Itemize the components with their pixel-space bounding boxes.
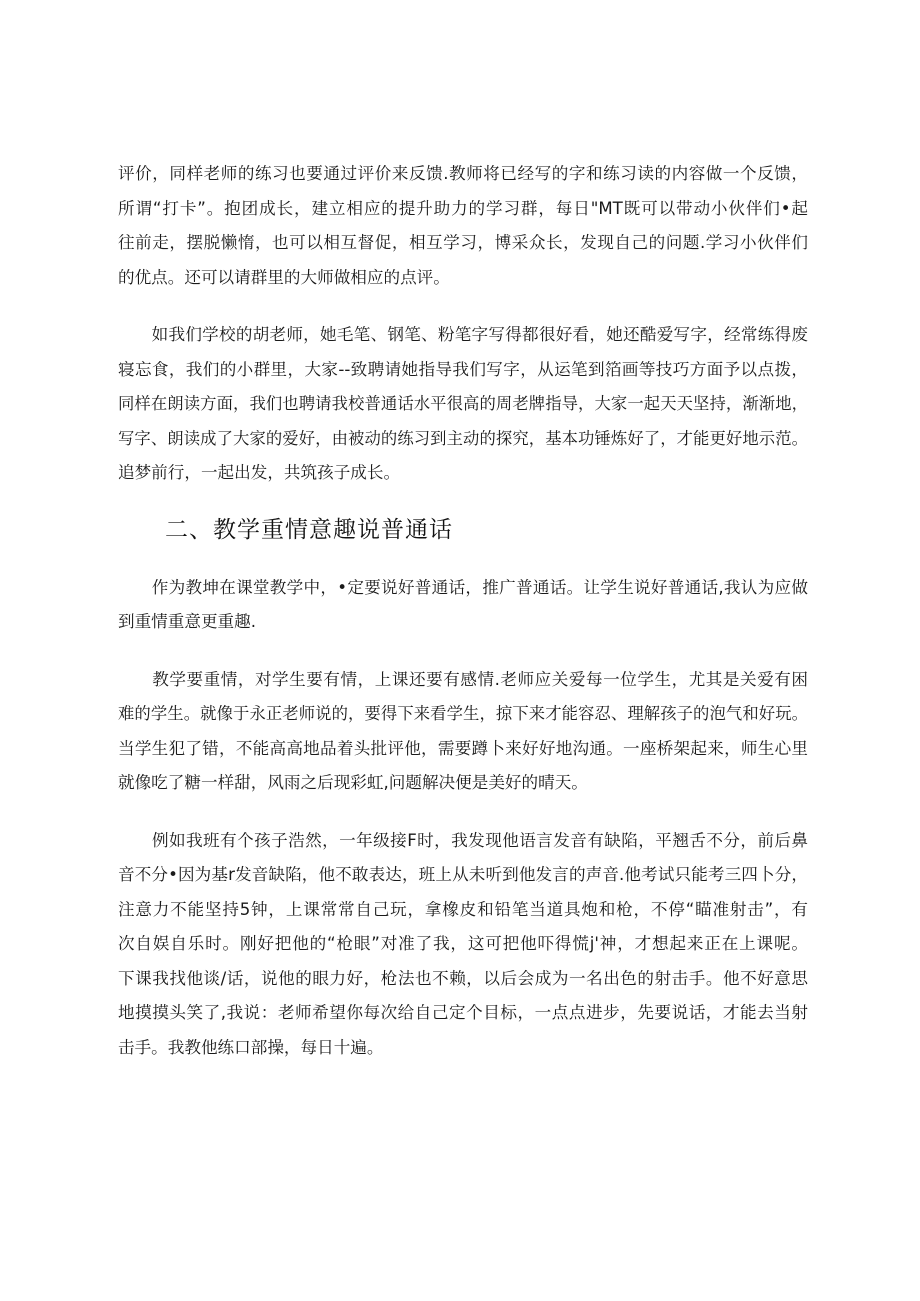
text-line: 击手。我教他练口部操，每日十遍。 xyxy=(118,1037,384,1057)
text-line: 次自娱自乐时。刚好把他的“枪眼”对准了我，这可把他吓得慌j'神，才想起来正在上课呢。 xyxy=(118,934,808,953)
text-line: 寝忘食，我们的小群里，大家--致聘请她指导我们写字，从运笔到箔画等技巧方面予以点拨， xyxy=(118,359,808,379)
text-line: 例如我班有个孩子浩然，一年级接F时，我发现他语言发音有缺陷，平翘舌不分，前后鼻 xyxy=(118,830,808,850)
text-line: 到重情重意更重趣. xyxy=(118,612,257,631)
section-heading: 二、教学重情意趣说普通话 xyxy=(165,516,453,543)
text-line: 评价，同样老师的练习也要通过评价来反馈.教师将已经写的字和练习读的内容做一个反馈， xyxy=(118,164,808,183)
text-line: 教学要重情，对学生要有情，上课还要有感情.老师应关爱每一位学生，尤其是关爱有困 xyxy=(118,669,808,689)
text-line: 作为教坤在课堂教学中，•定要说好普通话，推广普通话。让学生说好普通话,我认为应做 xyxy=(118,577,808,597)
text-line: 追梦前行，一起出发，共筑孩子成长。 xyxy=(118,463,401,482)
text-line: 写字、朗读成了大家的爱好，由被动的练习到主动的探究，基本功锤炼好了，才能更好地示范。 xyxy=(118,428,808,448)
text-line: 难的学生。就像于永正老师说的，要得下来看学生，掠下来才能容忍、理解孩子的泡气和好玩。 xyxy=(118,704,808,723)
text-line: 地摸摸头笑了,我说：老师希望你每次给自己定个目标，一点点进步，先要说话，才能去当射 xyxy=(118,1003,808,1022)
text-line: 音不分•因为基r发音缺陷，他不敢表达，班上从未听到他发言的声音.他考试只能考三四卜分， xyxy=(118,865,808,884)
text-line: 下课我找他谈/话，说他的眼力好，枪法也不赖，以后会成为一名出色的射击手。他不好意思 xyxy=(118,968,808,988)
text-line: 当学生犯了错，不能高高地品着头批评他，需要蹲卜来好好地沟通。一座桥架起来，师生心里 xyxy=(118,738,808,758)
text-line: 的优点。还可以请群里的大师做相应的点评。 xyxy=(118,267,450,287)
paragraph-2 xyxy=(118,318,808,491)
text-line: 注意力不能坚持5钟，上课常常自己玩，拿橡皮和铅笔当道具炮和枪，不停“瞄准射击”，有 xyxy=(118,899,808,919)
paragraph-3 xyxy=(118,571,808,640)
text-line: 同样在朗读方面，我们也聘请我校普通话水平很高的周老牌指导，大家一起天天坚持，渐渐地， xyxy=(118,394,808,413)
text-line: 就像吃了糖一样甜，风雨之后现彩虹,问题解决便是美好的晴天。 xyxy=(118,773,588,792)
text-line: 如我们学校的胡老师，她毛笔、钢笔、粉笔字写得都很好看，她还酷爱写字，经常练得废 xyxy=(118,325,808,344)
paragraph-1 xyxy=(118,157,808,295)
text-line: 所谓“打卡”。抱团成长，建立相应的提升助力的学习群，每日"MT既可以带动小伙伴们•起 xyxy=(118,198,808,218)
paragraph-4 xyxy=(118,663,808,801)
document-body xyxy=(118,157,808,1088)
paragraph-5 xyxy=(118,824,808,1066)
text-line: 往前走，摆脱懒惰，也可以相互督促，相互学习，博采众长，发现自己的问题.学习小伙伴们 xyxy=(118,233,808,252)
